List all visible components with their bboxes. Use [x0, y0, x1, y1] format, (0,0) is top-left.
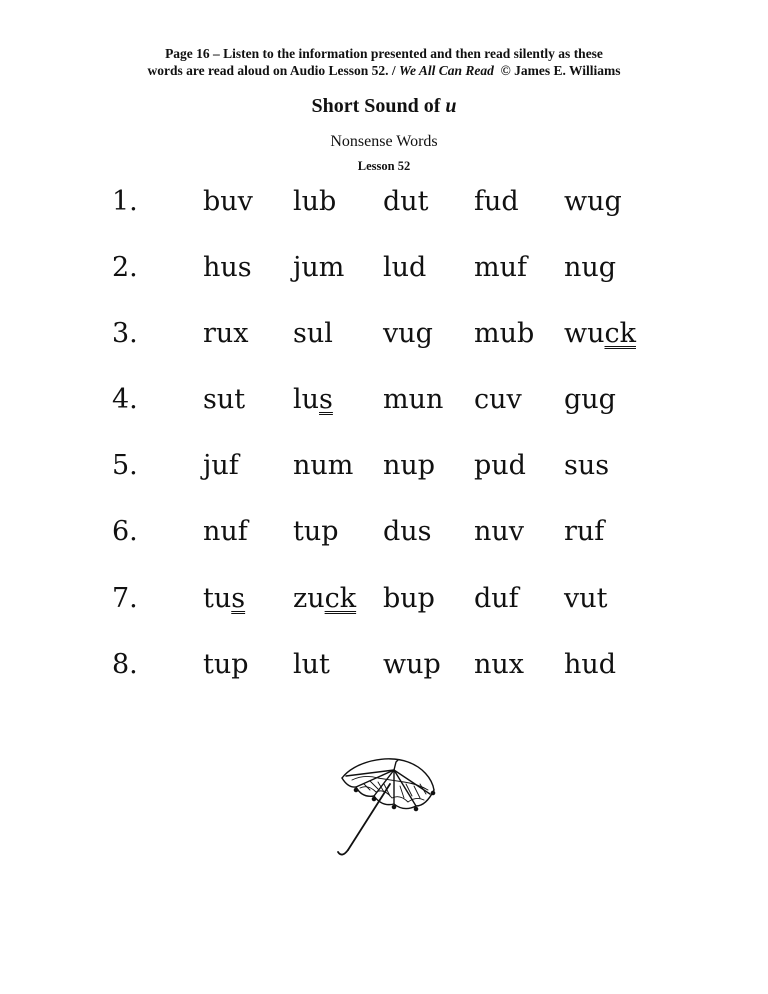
word-row	[0, 378, 768, 422]
word: wup	[383, 649, 441, 680]
word: vut	[564, 583, 608, 614]
word: hus	[203, 252, 252, 283]
row-number: 2.	[112, 252, 138, 283]
word: tup	[203, 649, 249, 680]
word: dut	[383, 186, 429, 217]
word: nup	[383, 450, 436, 481]
word: lut	[293, 649, 330, 680]
row-number: 8.	[112, 649, 138, 680]
word: nuv	[474, 516, 525, 547]
word: juf	[203, 450, 239, 481]
word: mub	[474, 318, 535, 349]
copyright: © James E. Williams	[493, 63, 621, 78]
double-underlined-letters: ck	[604, 318, 636, 349]
word: muf	[474, 252, 527, 283]
page-subtitle: Nonsense Words	[330, 133, 438, 150]
word: mun	[383, 384, 444, 415]
word: ruf	[564, 516, 605, 547]
word: gug	[564, 384, 616, 415]
header-line-2	[0, 62, 768, 79]
row-number: 4.	[112, 384, 138, 415]
word: sul	[293, 318, 333, 349]
page-header	[0, 45, 768, 79]
word-row	[0, 180, 768, 224]
word: nug	[564, 252, 617, 283]
book-title: We All Can Read	[399, 63, 494, 78]
word-row	[0, 444, 768, 488]
word-stem: zu	[293, 583, 325, 614]
word: buv	[203, 186, 253, 217]
word: sut	[203, 384, 246, 415]
double-underlined-letters: s	[319, 384, 333, 415]
word: hud	[564, 649, 617, 680]
word: tup	[293, 516, 339, 547]
word: pud	[474, 450, 526, 481]
word: num	[293, 450, 354, 481]
row-number: 6.	[112, 516, 138, 547]
word: jum	[293, 252, 345, 283]
row-number: 1.	[112, 186, 138, 217]
row-number: 5.	[112, 450, 138, 481]
word	[293, 378, 333, 422]
page-title	[0, 95, 768, 118]
lesson-label: Lesson 52	[357, 159, 411, 173]
word: lud	[383, 252, 427, 283]
word: nuf	[203, 516, 248, 547]
double-underlined-letters: ck	[324, 583, 357, 614]
word-row	[0, 510, 768, 554]
word-row	[0, 643, 768, 687]
word	[293, 577, 356, 621]
word: cuv	[474, 384, 522, 415]
page-title-text: Short Sound of	[311, 95, 446, 117]
word-row	[0, 577, 768, 621]
word: fud	[474, 186, 519, 217]
word-row	[0, 246, 768, 290]
word: dus	[383, 516, 432, 547]
word: vug	[383, 318, 433, 349]
header-line-1: Page 16 – Listen to the information presented and then read silently as these	[165, 46, 603, 61]
word: rux	[203, 318, 249, 349]
word: duf	[474, 583, 519, 614]
row-number: 7.	[112, 583, 138, 614]
word: nux	[474, 649, 525, 680]
header-line-2-text: words are read aloud on Audio Lesson 52. /	[147, 63, 400, 78]
word-stem: tu	[203, 583, 232, 614]
word-row	[0, 312, 768, 356]
page-title-letter: u	[445, 95, 457, 117]
word	[203, 577, 245, 621]
word-stem: lu	[293, 384, 320, 415]
word: lub	[293, 186, 337, 217]
umbrella-icon	[334, 754, 440, 858]
word: sus	[564, 450, 610, 481]
word: wug	[564, 186, 622, 217]
word: bup	[383, 583, 435, 614]
word-stem: wu	[564, 318, 605, 349]
row-number: 3.	[112, 318, 138, 349]
double-underlined-letters: s	[231, 583, 246, 614]
word	[564, 312, 636, 356]
